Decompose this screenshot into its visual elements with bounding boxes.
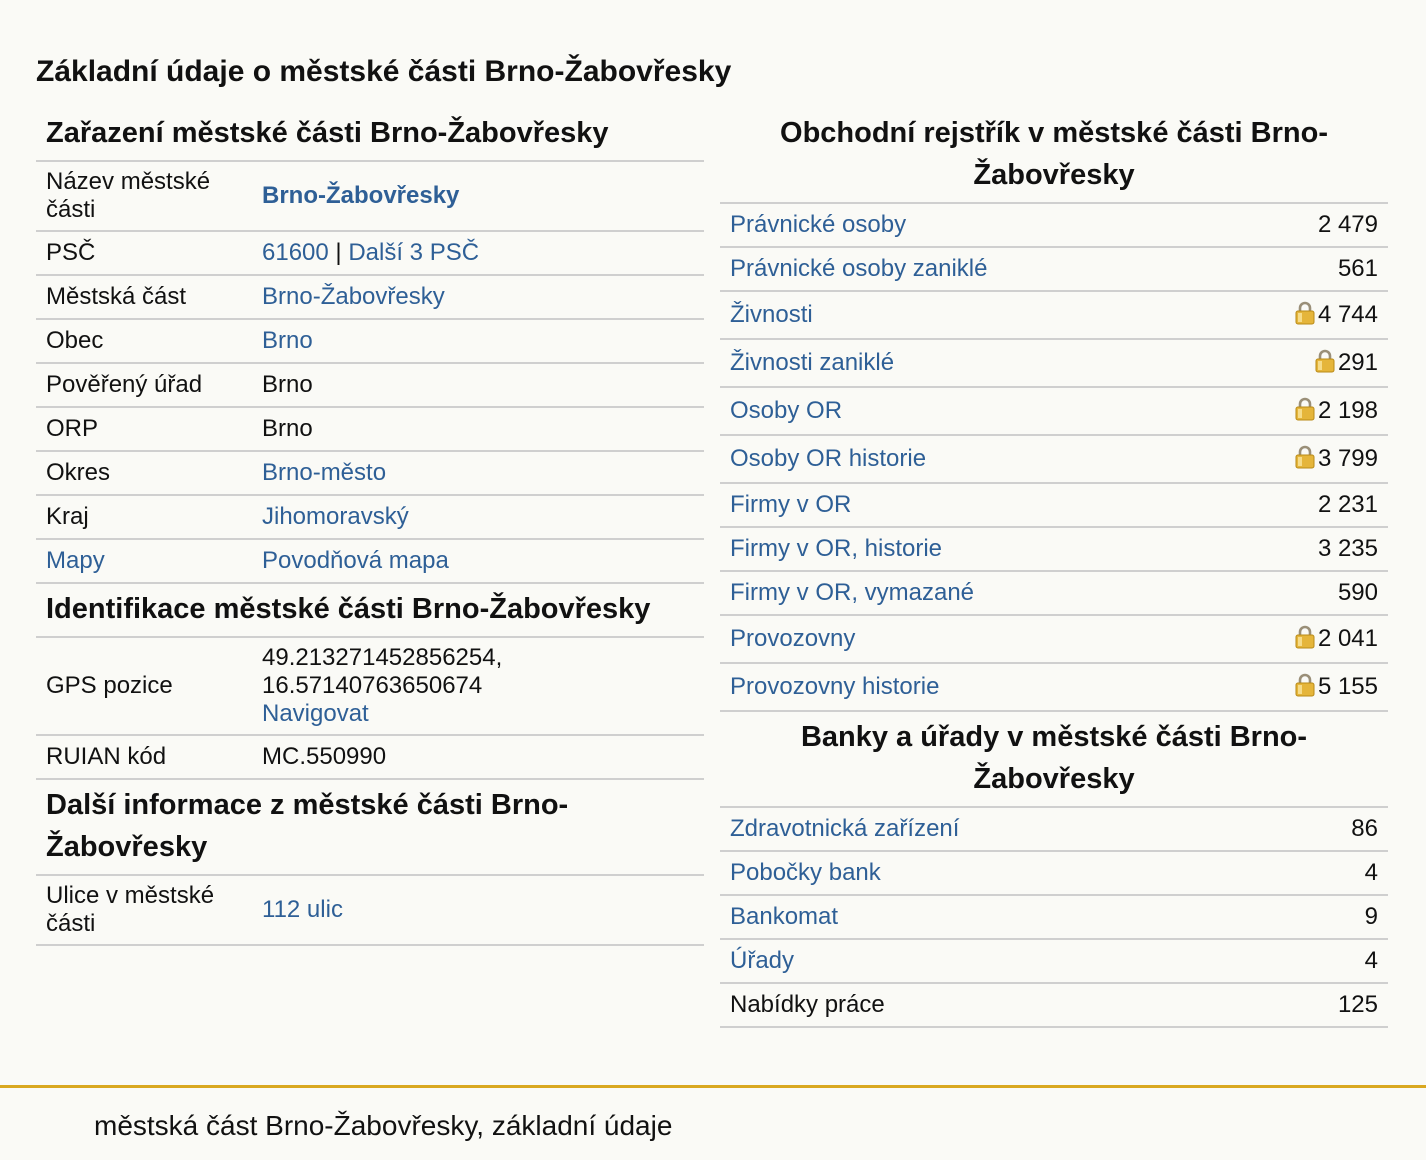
row-label: ORP bbox=[36, 407, 262, 451]
section-heading-identifikace: Identifikace městské části Brno-Žabovřesky bbox=[36, 584, 704, 638]
table-row bbox=[720, 939, 1388, 983]
table-row bbox=[720, 851, 1388, 895]
okres-link[interactable]: Brno-město bbox=[262, 459, 387, 486]
rejstrik-link[interactable]: Firmy v OR bbox=[730, 491, 852, 518]
count-value: 2 479 bbox=[1317, 211, 1378, 238]
footer-divider bbox=[0, 1085, 1426, 1088]
row-label: Nabídky práce bbox=[720, 983, 1276, 1027]
rejstrik-link[interactable]: Právnické osoby zaniklé bbox=[730, 255, 988, 282]
count-value: 4 744 bbox=[1317, 301, 1378, 328]
table-row bbox=[36, 162, 704, 231]
banky-link[interactable]: Pobočky bank bbox=[730, 859, 881, 886]
left-column bbox=[36, 108, 704, 946]
table-row bbox=[720, 483, 1388, 527]
table-row bbox=[720, 247, 1388, 291]
count-value: 5 155 bbox=[1317, 673, 1378, 700]
table-row bbox=[720, 204, 1388, 247]
section-heading-banky: Banky a úřady v městské části Brno-Žabovřesky bbox=[720, 712, 1388, 808]
count-value: 3 799 bbox=[1317, 445, 1378, 472]
obec-link[interactable]: Brno bbox=[262, 327, 313, 354]
count-value: 4 bbox=[1276, 851, 1388, 895]
padlock-icon bbox=[1315, 349, 1335, 373]
padlock-icon bbox=[1295, 301, 1315, 325]
table-row bbox=[36, 363, 704, 407]
banky-link[interactable]: Úřady bbox=[730, 947, 795, 974]
table-row bbox=[720, 527, 1388, 571]
dalsi-table bbox=[36, 876, 704, 946]
psc-more-link[interactable]: Další 3 PSČ bbox=[348, 239, 480, 266]
row-label: PSČ bbox=[36, 231, 262, 275]
count-value: 9 bbox=[1276, 895, 1388, 939]
count-value: 2 041 bbox=[1317, 625, 1378, 652]
ruian-value: MC.550990 bbox=[262, 735, 704, 779]
rejstrik-link[interactable]: Osoby OR historie bbox=[730, 445, 927, 472]
count-value: 2 198 bbox=[1317, 397, 1378, 424]
rejstrik-link[interactable]: Firmy v OR, historie bbox=[730, 535, 943, 562]
mapy-link[interactable]: Mapy bbox=[46, 547, 105, 574]
row-label: RUIAN kód bbox=[36, 735, 262, 779]
count-value: 561 bbox=[1337, 255, 1378, 282]
row-label: Pověřený úřad bbox=[36, 363, 262, 407]
count-value: 2 231 bbox=[1317, 491, 1378, 518]
table-row bbox=[720, 435, 1388, 483]
psc-link[interactable]: 61600 bbox=[262, 239, 329, 266]
row-label: GPS pozice bbox=[36, 638, 262, 735]
table-row bbox=[36, 319, 704, 363]
rejstrik-link[interactable]: Provozovny historie bbox=[730, 673, 940, 700]
navigate-link[interactable]: Navigovat bbox=[262, 700, 369, 727]
table-row bbox=[720, 615, 1388, 663]
rejstrik-link[interactable]: Živnosti zaniklé bbox=[730, 349, 895, 376]
right-column bbox=[720, 108, 1388, 1028]
gps-longitude: 16.57140763650674 bbox=[262, 672, 483, 699]
table-row bbox=[36, 275, 704, 319]
table-row bbox=[36, 495, 704, 539]
table-row bbox=[36, 407, 704, 451]
padlock-icon bbox=[1295, 445, 1315, 469]
table-row bbox=[720, 663, 1388, 711]
nazev-link[interactable]: Brno-Žabovřesky bbox=[262, 182, 460, 209]
banky-link[interactable]: Bankomat bbox=[730, 903, 839, 930]
rejstrik-link[interactable]: Osoby OR bbox=[730, 397, 843, 424]
padlock-icon bbox=[1295, 397, 1315, 421]
section-heading-dalsi: Další informace z městské části Brno-Žabovřesky bbox=[36, 780, 704, 876]
row-label: Obec bbox=[36, 319, 262, 363]
table-row bbox=[720, 339, 1388, 387]
row-label: Kraj bbox=[36, 495, 262, 539]
table-row bbox=[720, 291, 1388, 339]
identifikace-table bbox=[36, 638, 704, 780]
count-value: 86 bbox=[1276, 808, 1388, 851]
count-value: 291 bbox=[1337, 349, 1378, 376]
table-row bbox=[36, 231, 704, 275]
count-value: 590 bbox=[1337, 579, 1378, 606]
rejstrik-link[interactable]: Provozovny bbox=[730, 625, 856, 652]
zarazeni-table bbox=[36, 162, 704, 584]
povodnova-mapa-link[interactable]: Povodňová mapa bbox=[262, 547, 449, 574]
table-row bbox=[36, 876, 704, 945]
povereny-urad-value: Brno bbox=[262, 363, 704, 407]
rejstrik-link[interactable]: Právnické osoby bbox=[730, 211, 907, 238]
count-value: 3 235 bbox=[1317, 535, 1378, 562]
orp-value: Brno bbox=[262, 407, 704, 451]
row-label: Městská část bbox=[36, 275, 262, 319]
padlock-icon bbox=[1295, 673, 1315, 697]
row-label: Okres bbox=[36, 451, 262, 495]
row-label: Ulice v městské části bbox=[36, 876, 262, 945]
table-row bbox=[36, 539, 704, 583]
rejstrik-link[interactable]: Živnosti bbox=[730, 301, 813, 328]
table-row bbox=[720, 808, 1388, 851]
table-row bbox=[720, 571, 1388, 615]
table-row bbox=[720, 895, 1388, 939]
padlock-icon bbox=[1295, 625, 1315, 649]
table-row bbox=[720, 387, 1388, 435]
psc-separator: | bbox=[328, 239, 349, 266]
ulice-link[interactable]: 112 ulic bbox=[262, 896, 343, 923]
table-row bbox=[720, 983, 1388, 1027]
page-title: Základní údaje o městské části Brno-Žabovřesky bbox=[36, 55, 732, 88]
banky-table bbox=[720, 808, 1388, 1028]
row-label: Název městské části bbox=[36, 162, 262, 231]
gps-latitude: 49.213271452856254, bbox=[262, 644, 503, 671]
mestska-cast-link[interactable]: Brno-Žabovřesky bbox=[262, 283, 445, 310]
banky-link[interactable]: Zdravotnická zařízení bbox=[730, 815, 960, 842]
rejstrik-table bbox=[720, 204, 1388, 712]
count-value: 125 bbox=[1276, 983, 1388, 1027]
footer-caption: městská část Brno-Žabovřesky, základní údaje bbox=[94, 1110, 673, 1141]
table-row bbox=[36, 638, 704, 735]
kraj-link[interactable]: Jihomoravský bbox=[262, 503, 409, 530]
table-row bbox=[36, 735, 704, 779]
table-row bbox=[36, 451, 704, 495]
rejstrik-link[interactable]: Firmy v OR, vymazané bbox=[730, 579, 975, 606]
count-value: 4 bbox=[1276, 939, 1388, 983]
section-heading-rejstrik: Obchodní rejstřík v městské části Brno-Žabovřesky bbox=[720, 108, 1388, 204]
section-heading-zarazeni: Zařazení městské části Brno-Žabovřesky bbox=[36, 108, 704, 162]
